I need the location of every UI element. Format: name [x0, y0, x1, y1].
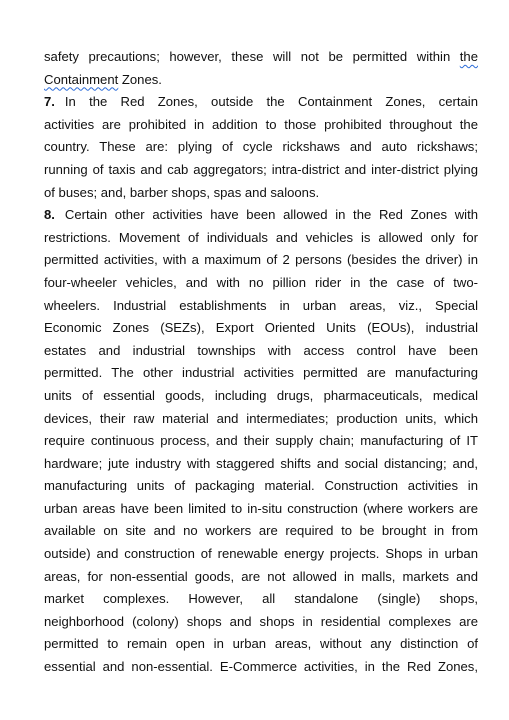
- text-line: [44, 227, 478, 250]
- text-line: [44, 204, 478, 227]
- text-run: outside) and construction of renewable energy projects. Shops in urban: [44, 546, 478, 562]
- text-run: Economic Zones (SEZs), Export Oriented Units (EOUs), industrial: [44, 320, 478, 336]
- text-run: urban areas have been limited to in-situ construction (where workers are: [44, 500, 478, 516]
- text-line: [44, 362, 478, 385]
- text-run: running of taxis and cab aggregators; intra-district and inter-district plying: [44, 161, 478, 177]
- text-line: [44, 430, 478, 453]
- document-body-text: [44, 46, 478, 679]
- text-line: [44, 114, 478, 137]
- text-line: [44, 566, 478, 589]
- text-run: restrictions. Movement of individuals and vehicles is allowed only for: [44, 229, 478, 245]
- text-line: [44, 588, 478, 611]
- text-line: [44, 272, 478, 295]
- text-run: permitted. The other industrial activities permitted are manufacturing: [44, 365, 478, 381]
- spellcheck-flagged-word: Containment: [44, 71, 119, 87]
- text-line: [44, 611, 478, 634]
- text-line: [44, 46, 478, 69]
- text-run: wheelers. Industrial establishments in urban areas, viz., Special: [44, 297, 478, 313]
- text-line: [44, 340, 478, 363]
- text-run: activities are prohibited in addition to those prohibited throughout the: [44, 116, 478, 132]
- text-line: [44, 498, 478, 521]
- text-line: [44, 91, 478, 114]
- text-run: In the Red Zones, outside the Containment Zones, certain: [64, 94, 478, 110]
- text-line: [44, 633, 478, 656]
- text-run: four-wheeler vehicles, and with no pillion rider in the case of two-: [44, 274, 478, 290]
- text-line: [44, 453, 478, 476]
- text-run: units of essential goods, including drugs, pharmaceuticals, medical: [44, 387, 478, 403]
- text-line: [44, 475, 478, 498]
- text-run: Certain other activities have been allowed in the Red Zones with: [64, 207, 478, 223]
- text-line: [44, 182, 478, 205]
- text-line: [44, 408, 478, 431]
- text-line: [44, 69, 478, 92]
- text-run: safety precautions; however, these will not be permitted within: [44, 49, 460, 64]
- text-line: [44, 249, 478, 272]
- text-run: market complexes. However, all standalone (single) shops,: [44, 591, 478, 607]
- text-line: [44, 295, 478, 318]
- text-run: hardware; jute industry with staggered shifts and social distancing; and,: [44, 455, 478, 471]
- spellcheck-flagged-word: the: [459, 49, 478, 64]
- text-line: [44, 520, 478, 543]
- text-line: [44, 159, 478, 182]
- paragraph-number: 7.: [44, 94, 55, 110]
- text-run: devices, their raw material and intermediates; production units, which: [44, 410, 478, 426]
- text-run: permitted to remain open in urban areas, without any distinction of: [44, 636, 478, 652]
- paragraph-number: 8.: [44, 207, 55, 223]
- text-line: [44, 543, 478, 566]
- text-line: [44, 385, 478, 408]
- text-run: permitted activities, with a maximum of 2 persons (besides the driver) in: [44, 252, 478, 268]
- text-run: areas, for non-essential goods, are not allowed in malls, markets and: [44, 568, 478, 584]
- text-run: estates and industrial townships with access control have been: [44, 342, 478, 358]
- text-run: Zones.: [118, 71, 162, 87]
- text-run: of buses; and, barber shops, spas and saloons.: [44, 184, 320, 200]
- text-run: available on site and no workers are required to be brought in from: [44, 523, 478, 539]
- text-line: [44, 136, 478, 159]
- text-line: [44, 317, 478, 340]
- text-run: neighborhood (colony) shops and shops in residential complexes are: [44, 613, 478, 629]
- text-line: [44, 656, 478, 679]
- text-run: country. These are: plying of cycle rickshaws and auto rickshaws;: [44, 139, 478, 155]
- text-run: manufacturing units of packaging material. Construction activities in: [44, 478, 478, 494]
- text-run: require continuous process, and their supply chain; manufacturing of IT: [44, 433, 478, 449]
- text-run: essential and non-essential. E-Commerce activities, in the Red Zones,: [44, 659, 478, 675]
